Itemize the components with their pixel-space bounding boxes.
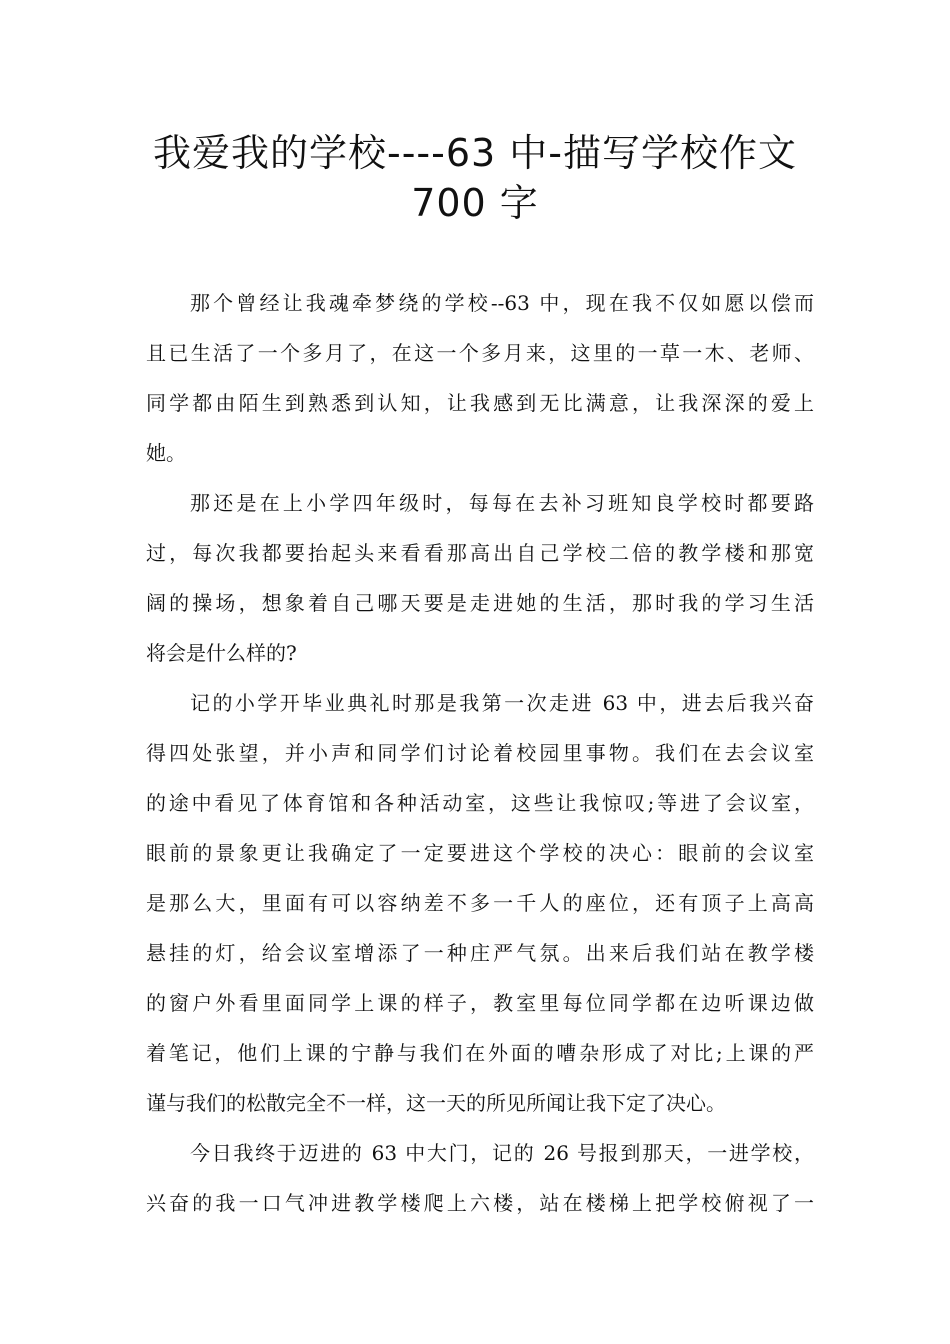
title-line-1: 我爱我的学校----63 中-描写学校作文: [153, 131, 797, 175]
paragraph-line: 得四处张望，并小声和同学们讨论着校园里事物。我们在去会议室: [146, 741, 814, 765]
paragraph-line: 阔的操场，想象着自己哪天要是走进她的生活，那时我的学习生活: [146, 591, 814, 615]
paragraph-line: 那个曾经让我魂牵梦绕的学校--63 中，现在我不仅如愿以偿而: [190, 291, 814, 315]
paragraph-2: [146, 478, 814, 678]
paragraph-line: 的窗户外看里面同学上课的样子，教室里每位同学都在边听课边做: [146, 991, 814, 1015]
paragraph-line: 兴奋的我一口气冲进教学楼爬上六楼，站在楼梯上把学校俯视了一: [146, 1191, 814, 1215]
paragraph-4: [146, 1128, 814, 1228]
paragraph-line: 那还是在上小学四年级时，每每在去补习班知良学校时都要路: [190, 491, 814, 515]
paragraph-line: 谨与我们的松散完全不一样，这一天的所见所闻让我下定了决心。: [146, 1091, 726, 1115]
paragraph-line: 着笔记，他们上课的宁静与我们在外面的嘈杂形成了对比;上课的严: [146, 1041, 814, 1065]
paragraph-line: 将会是什么样的?: [146, 641, 297, 665]
paragraph-line: 今日我终于迈进的 63 中大门，记的 26 号报到那天，一进学校，: [190, 1141, 814, 1165]
paragraph-line: 过，每次我都要抬起头来看看那高出自己学校二倍的教学楼和那宽: [146, 541, 814, 565]
paragraph-line: 眼前的景象更让我确定了一定要进这个学校的决心：眼前的会议室: [146, 841, 814, 865]
paragraph-1: [146, 278, 814, 478]
document-title: [100, 128, 850, 228]
paragraph-line: 她。: [146, 441, 186, 465]
paragraph-line: 的途中看见了体育馆和各种活动室，这些让我惊叹;等进了会议室，: [146, 791, 814, 815]
paragraph-line: 是那么大，里面有可以容纳差不多一千人的座位，还有顶子上高高: [146, 891, 814, 915]
paragraph-3: [146, 678, 814, 1128]
paragraph-line: 悬挂的灯，给会议室增添了一种庄严气氛。出来后我们站在教学楼: [146, 941, 814, 965]
paragraph-line: 且已生活了一个多月了，在这一个多月来，这里的一草一木、老师、: [146, 341, 814, 365]
paragraph-line: 记的小学开毕业典礼时那是我第一次走进 63 中，进去后我兴奋: [190, 691, 814, 715]
paragraph-line: 同学都由陌生到熟悉到认知，让我感到无比满意，让我深深的爱上: [146, 391, 814, 415]
document-body: [146, 278, 814, 1228]
title-line-2: 700 字: [411, 181, 539, 225]
